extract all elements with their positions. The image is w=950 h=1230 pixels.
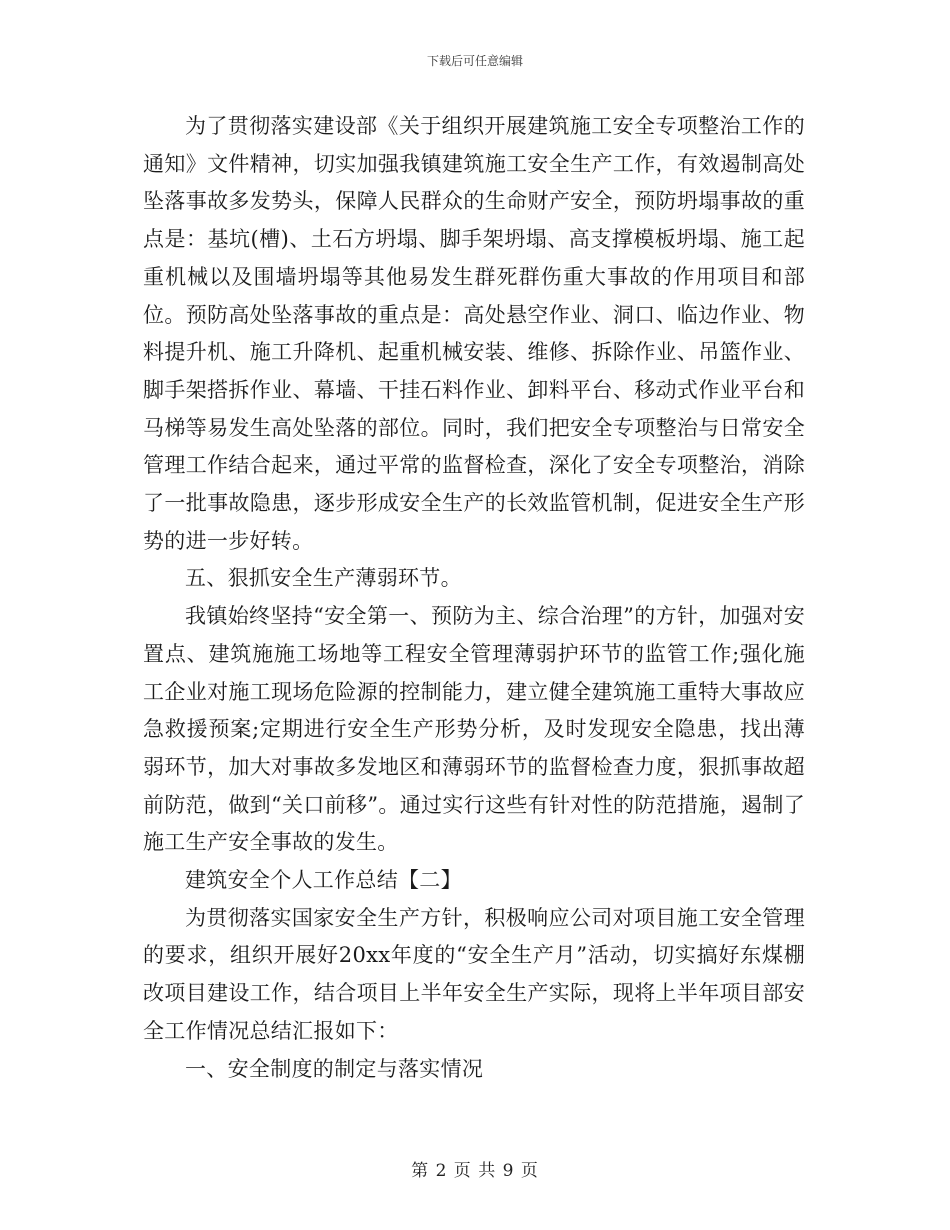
- section-heading-one: 一、安全制度的制定与落实情况: [185, 1056, 484, 1081]
- page-number-footer: 第 2 页 共 9 页: [411, 1161, 539, 1181]
- paragraph-summary-intro: 为贯彻落实国家安全生产方针，积极响应公司对项目施工安全管理的要求，组织开展好20xx年度的“安全生产月”活动，切实搞好东煤棚改项目建设工作，结合项目上半年安全生产实际，现将上半年项目部安全工作情况总结汇报如下：: [143, 905, 805, 1043]
- page-header-note: 下载后可任意编辑: [426, 54, 523, 68]
- section-heading-five: 五、狠抓安全生产薄弱环节。: [185, 566, 462, 591]
- document-body: [143, 108, 805, 1088]
- paragraph-intro: 为了贯彻落实建设部《关于组织开展建筑施工安全专项整治工作的通知》文件精神，切实加强我镇建筑施工安全生产工作，有效遏制高处坠落事故多发势头，保障人民群众的生命财产安全，预防坍塌事故的重点是：基坑(槽)、土石方坍塌、脚手架坍塌、高支撑模板坍塌、施工起重机械以及围墙坍塌等其他易发生群死群伤重大事故的作用项目和部位。预防高处坠落事故的重点是：高处悬空作业、洞口、临边作业、物料提升机、施工升降机、起重机械安装、维修、拆除作业、吊篮作业、脚手架搭拆作业、幕墙、干挂石料作业、卸料平台、移动式作业平台和马梯等易发生高处坠落的部位。同时，我们把安全专项整治与日常安全管理工作结合起来，通过平常的监督检查，深化了安全专项整治，消除了一批事故隐患，逐步形成安全生产的长效监管机制，促进安全生产形势的进一步好转。: [143, 114, 805, 553]
- subtitle-summary-two: 建筑安全个人工作总结【二】: [185, 868, 462, 893]
- paragraph-weak-links: 我镇始终坚持“安全第一、预防为主、综合治理”的方针，加强对安置点、建筑施施工场地等工程安全管理薄弱护环节的监管工作;强化施工企业对施工现场危险源的控制能力，建立健全建筑施工重特大事故应急救援预案;定期进行安全生产形势分析，及时发现安全隐患，找出薄弱环节，加大对事故多发地区和薄弱环节的监督检查力度，狠抓事故超前防范，做到“关口前移”。通过实行这些有针对性的防范措施，遏制了施工生产安全事故的发生。: [143, 604, 805, 855]
